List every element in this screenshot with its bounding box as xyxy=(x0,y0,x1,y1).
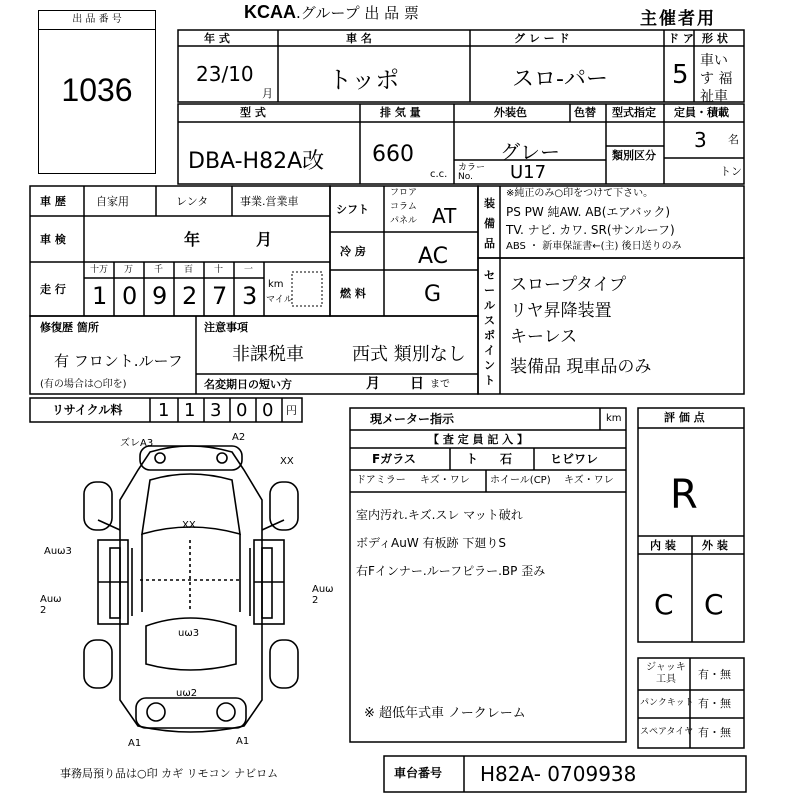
model-label: 型 式 xyxy=(240,106,266,119)
office-note: 事務局預り品は○印 カギ リモコン ナビロム xyxy=(60,767,279,780)
f-glass-label: Fガラス xyxy=(372,452,416,466)
repair-label: 修復歴 箇所 xyxy=(40,321,99,334)
mark-top-mid: A2 xyxy=(232,432,246,443)
spare-label: スペアタイヤ xyxy=(640,727,694,737)
shape-label: 形 状 xyxy=(702,32,728,45)
mileage-label: 走 行 xyxy=(40,283,66,296)
ton-unit: トン xyxy=(720,165,742,178)
km-unit: km xyxy=(268,279,284,290)
inspector-footnote: ※ 超低年式車 ノークレーム xyxy=(364,706,526,721)
car-name-value: トッポ xyxy=(328,66,400,94)
car-name-label: 車 名 xyxy=(346,32,372,45)
capacity-unit: 名 xyxy=(728,133,739,146)
sales-points-side-label: セールスポイント xyxy=(484,269,495,387)
repair-note: (有の場合は○印を) xyxy=(40,379,127,390)
doors-value: 5 xyxy=(672,60,689,90)
exterior-value: C xyxy=(704,588,724,621)
recycle-digit: 0 xyxy=(262,400,274,421)
inspector-note: ボディAuW 有板跡 下廻りS xyxy=(356,536,506,550)
doors-label: ド ア xyxy=(668,32,694,45)
inspector-note: 室内汚れ.キズ.スレ マット破れ xyxy=(356,508,523,522)
equipment-line2: TV. ナビ. カワ. SR(サンルーフ) xyxy=(506,223,675,237)
displacement-label: 排 気 量 xyxy=(380,106,421,119)
score-value: R xyxy=(670,472,698,518)
opt-business: 事業.営業車 xyxy=(240,195,299,208)
year-unit: 月 xyxy=(262,87,273,100)
score-label: 評 価 点 xyxy=(664,411,705,424)
form-title: .グループ 出 品 票 xyxy=(296,4,419,22)
wheel-label: ホイール(CP) xyxy=(490,475,551,486)
inspection-year-unit: 年 xyxy=(184,230,201,249)
mark-front: uω2 xyxy=(176,688,198,699)
name-change-label: 名変期日の短い方 xyxy=(204,378,292,391)
sales-point-item: 装備品 現車品のみ xyxy=(510,357,652,377)
grade-label: グ レ ー ド xyxy=(514,32,570,45)
mileage-digit: 3 xyxy=(242,282,258,310)
mileage-digit: 0 xyxy=(122,282,138,310)
jack-label: ジャッキ 工具 xyxy=(646,662,686,685)
mark-top-left: ズレA3 xyxy=(120,438,154,449)
recycle-unit: 円 xyxy=(286,404,297,417)
grade-value: スロ-パー xyxy=(512,67,608,92)
recycle-digit: 1 xyxy=(184,400,196,421)
exterior-label: 外 装 xyxy=(702,539,728,552)
recycle-digit: 1 xyxy=(158,400,170,421)
mark-roof: XX xyxy=(182,520,196,531)
fuel-label: 燃 料 xyxy=(340,287,366,300)
class-label: 類別区分 xyxy=(612,149,656,162)
chassis-label: 車台番号 xyxy=(394,766,443,780)
digit-header: 万 xyxy=(124,265,134,275)
displacement-value: 660 xyxy=(372,142,414,167)
name-change-until: まで xyxy=(430,379,450,390)
brand-logo: KCAA xyxy=(244,2,296,22)
shape-value: 車いす 福祉車 xyxy=(700,53,733,105)
equipment-note: ※純正のみ○印をつけて下さい。 xyxy=(506,188,654,199)
puncture-option: 有・無 xyxy=(698,697,731,710)
color-swap-label: 色替 xyxy=(574,106,596,119)
color-no-label: カラー No. xyxy=(458,163,486,182)
mileage-digit: 9 xyxy=(152,282,168,310)
sales-point-item: スロープタイプ xyxy=(510,275,627,295)
mark-hood: uω3 xyxy=(178,628,200,639)
equipment-line1: PS PW 純AW. AB(エアバック) xyxy=(506,205,671,219)
digit-header: 十 xyxy=(214,265,224,275)
name-change-month: 月 xyxy=(366,376,380,392)
chassis-value: H82A- 0709938 xyxy=(480,762,637,786)
mark-right-mid: Auω 2 xyxy=(312,584,334,606)
equipment-line3: ABS ・ 新車保証書←(主) 後日送りのみ xyxy=(506,241,682,252)
caution-text2: 西式 類別なし xyxy=(352,344,466,365)
shift-value: AT xyxy=(432,204,457,228)
mileage-digit: 1 xyxy=(92,282,108,310)
meter-label: 現メーター指示 xyxy=(370,412,455,426)
mark-bottom-right: A1 xyxy=(236,736,250,747)
mileage-digit: 2 xyxy=(182,282,198,310)
mirror-opts: キズ・ワレ xyxy=(420,475,470,486)
wheel-opts: キズ・ワレ xyxy=(564,475,614,486)
stamp-text: 主催者用 xyxy=(640,9,716,29)
inspection-label: 車 検 xyxy=(40,233,66,246)
digit-header: 一 xyxy=(244,265,254,275)
cc-unit: c.c. xyxy=(430,169,448,180)
sales-point-item: リヤ昇降装置 xyxy=(510,301,612,321)
glass-stone: 石 xyxy=(500,452,513,466)
digit-header: 千 xyxy=(154,265,164,275)
digit-header: 百 xyxy=(184,265,194,275)
recycle-digit: 0 xyxy=(236,400,248,421)
mark-left-mid: Auω 2 xyxy=(40,594,62,616)
caution-label: 注意事項 xyxy=(204,321,248,334)
recycle-digit: 3 xyxy=(210,400,222,421)
sales-point-item: キーレス xyxy=(510,327,578,347)
mark-bottom-left: A1 xyxy=(128,738,142,749)
opt-rental: レンタ xyxy=(176,195,209,208)
capacity-label: 定員・積載 xyxy=(674,106,729,119)
capacity-value: 3 xyxy=(694,128,707,152)
inspector-note: 右Fインナー.ルーフピラー.BP 歪み xyxy=(356,564,546,578)
fuel-value: G xyxy=(424,282,442,307)
shift-option: パネル xyxy=(390,216,418,226)
equipment-side-label: 装 備 品 xyxy=(484,197,495,250)
caution-text1: 非課税車 xyxy=(232,344,304,365)
history-label: 車 歴 xyxy=(40,195,66,208)
type-designation-label: 型式指定 xyxy=(612,106,656,119)
aircon-label: 冷 房 xyxy=(340,245,366,258)
mark-left-upper: Auω3 xyxy=(44,546,72,557)
digit-header: 十万 xyxy=(90,265,109,275)
spare-option: 有・無 xyxy=(698,726,731,739)
inspection-month-unit: 月 xyxy=(256,230,273,249)
name-change-day: 日 xyxy=(410,376,424,392)
shift-option: コラム xyxy=(390,202,417,212)
meter-unit: km xyxy=(606,413,622,424)
year-label: 年 式 xyxy=(204,32,230,45)
repair-value: 有 フロント.ルーフ xyxy=(54,352,183,370)
glass-crack: ヒビワレ xyxy=(550,452,599,466)
year-value: 23/10 xyxy=(196,62,254,86)
aircon-value: AC xyxy=(418,244,449,269)
jack-option: 有・無 xyxy=(698,668,731,681)
inspector-header: 【 査 定 員 記 入 】 xyxy=(428,433,528,446)
model-value: DBA-H82A改 xyxy=(188,149,325,174)
mirror-label: ドアミラー xyxy=(356,475,406,486)
opt-private: 自家用 xyxy=(96,195,129,208)
mark-top-right: XX xyxy=(280,456,294,467)
puncture-label: パンクキット xyxy=(640,698,694,708)
lot-number-value: 1036 xyxy=(61,72,133,108)
lot-number-label: 出 品 番 号 xyxy=(39,11,155,30)
interior-label: 内 装 xyxy=(650,539,676,552)
color-label: 外装色 xyxy=(494,106,527,119)
shift-label: シフト xyxy=(336,203,369,216)
interior-value: C xyxy=(654,588,674,621)
mile-unit: マイル xyxy=(266,295,293,305)
mileage-digit: 7 xyxy=(212,282,228,310)
color-no-value: U17 xyxy=(510,162,547,183)
color-value: グレー xyxy=(500,140,560,164)
glass-chip: ト xyxy=(466,452,479,466)
shift-option: フロア xyxy=(390,188,418,198)
recycle-label: リサイクル料 xyxy=(52,403,123,417)
